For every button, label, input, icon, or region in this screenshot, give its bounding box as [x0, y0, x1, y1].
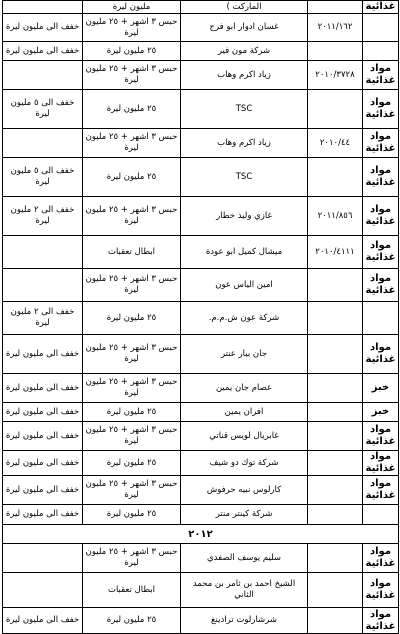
reduction-cell [3, 544, 83, 573]
table-row [3, 544, 399, 573]
reduction-cell: خفف الى مليون ليرة [3, 335, 83, 374]
case-number-cell: ٢٠١٠/٤١١١ [308, 236, 363, 269]
table-row [3, 374, 399, 403]
name-cell: افران يمين [181, 403, 308, 422]
name-cell: شركة مون فير [181, 42, 308, 61]
category-cell: غذائية [363, 1, 399, 14]
case-number-cell [308, 158, 363, 197]
name-cell: جان بيار عنتر [181, 335, 308, 374]
name-cell: شركة توك دو شيف [181, 451, 308, 476]
table-row [3, 608, 399, 634]
reduction-cell: خفف الى ٥ مليون ليرة [3, 90, 83, 129]
reduction-cell: خفف الى مليون ليرة [3, 42, 83, 61]
category-cell [363, 14, 399, 42]
category-cell: مواد غذائية [363, 61, 399, 90]
table-row [3, 335, 399, 374]
table-row [3, 14, 399, 42]
table-row [3, 1, 399, 14]
case-number-cell [308, 90, 363, 129]
case-number-cell [308, 451, 363, 476]
sentence-cell: ٢٥ مليون ليرة [83, 608, 181, 634]
year-separator [3, 525, 399, 544]
sentence-cell: ٢٥ مليون ليرة [83, 90, 181, 129]
reduction-cell: خفف الى مليون ليرة [3, 451, 83, 476]
sentence-cell: حبس ٣ اشهر + ٢٥ مليون ليرة [83, 544, 181, 573]
category-cell: خبز [363, 374, 399, 403]
name-cell: عصام جان يمين [181, 374, 308, 403]
year-row [3, 525, 399, 544]
category-cell [363, 302, 399, 335]
reduction-cell: خفف الى مليون ليرة [3, 14, 83, 42]
table-row [3, 573, 399, 608]
name-cell: سليم يوسف الصفدي [181, 544, 308, 573]
name-cell: الماركت ) [181, 1, 308, 14]
case-number-cell: ٢٠١٠/٤٤ [308, 129, 363, 158]
category-cell: مواد غذائية [363, 158, 399, 197]
category-cell: مواد غذائية [363, 608, 399, 634]
category-cell: خبز [363, 403, 399, 422]
case-number-cell [308, 1, 363, 14]
table-row [3, 302, 399, 335]
category-cell: مواد غذائية [363, 476, 399, 505]
case-number-cell [308, 476, 363, 505]
reduction-cell: خفف الى مليون ليرة [3, 608, 83, 634]
reduction-cell: خفف الى ٢ مليون ليرة [3, 302, 83, 335]
table-row [3, 90, 399, 129]
category-cell: مواد غذائية [363, 544, 399, 573]
reduction-cell: خفف الى ٥ مليون ليرة [3, 158, 83, 197]
name-cell: TSC [181, 158, 308, 197]
category-cell: مواد غذائية [363, 335, 399, 374]
sentence-cell: حبس ٣ اشهر + ٢٥ مليون ليرة [83, 61, 181, 90]
case-number-cell: ٢٠١٠/٣٧٢٨ [308, 61, 363, 90]
case-number-cell [308, 269, 363, 302]
case-number-cell [308, 608, 363, 634]
table-row [3, 476, 399, 505]
sentence-cell: حبس ٣ اشهر + ٢٥ مليون ليرة [83, 14, 181, 42]
reduction-cell [3, 236, 83, 269]
case-number-cell [308, 302, 363, 335]
category-cell: مواد غذائية [363, 90, 399, 129]
reduction-cell [3, 269, 83, 302]
reduction-cell: خفف الى مليون ليرة [3, 505, 83, 525]
sentence-cell: ٢٥ مليون ليرة [83, 158, 181, 197]
table-row [3, 61, 399, 90]
case-number-cell [308, 422, 363, 451]
case-number-cell [308, 403, 363, 422]
reduction-cell: خفف الى ٢ مليون ليرة [3, 197, 83, 236]
case-number-cell [308, 374, 363, 403]
sentence-cell: ٢٥ مليون ليرة [83, 403, 181, 422]
category-cell: مواد غذائية [363, 197, 399, 236]
name-cell: شرشارلوت ترادينغ [181, 608, 308, 634]
records-body-2011 [3, 1, 399, 525]
table-row [3, 42, 399, 61]
sentence-cell: حبس ٣ اشهر + ٢٥ مليون ليرة [83, 422, 181, 451]
case-number-cell [308, 42, 363, 61]
sentence-cell: مليون ليرة [83, 1, 181, 14]
case-number-cell [308, 544, 363, 573]
table-row [3, 236, 399, 269]
table-row [3, 129, 399, 158]
name-cell: غسان ادوار ابو فرج [181, 14, 308, 42]
name-cell: غازي وليد خطار [181, 197, 308, 236]
reduction-cell [3, 1, 83, 14]
table-row [3, 197, 399, 236]
name-cell: شركة كينتر منتر [181, 505, 308, 525]
category-cell [363, 505, 399, 525]
sentence-cell: حبس ٣ اشهر + ٢٥ مليون ليرة [83, 197, 181, 236]
sentence-cell: ٢٥ مليون ليرة [83, 42, 181, 61]
records-table [2, 0, 399, 634]
records-body-2012 [3, 544, 399, 634]
reduction-cell: خفف الى مليون ليرة [3, 422, 83, 451]
table-row [3, 422, 399, 451]
name-cell: زياد اكرم وهاب [181, 61, 308, 90]
case-number-cell [308, 335, 363, 374]
sentence-cell: ابطال تعقبات [83, 236, 181, 269]
table-row [3, 451, 399, 476]
name-cell: TSC [181, 90, 308, 129]
name-cell: زياد اكرم وهاب [181, 129, 308, 158]
name-cell: شركة عون ش.م.م. [181, 302, 308, 335]
table-row [3, 403, 399, 422]
reduction-cell [3, 129, 83, 158]
year-label: ٢٠١٢ [3, 525, 399, 544]
reduction-cell: خفف الى مليون ليرة [3, 476, 83, 505]
reduction-cell [3, 61, 83, 90]
case-number-cell [308, 505, 363, 525]
sentence-cell: حبس ٣ اشهر + ٢٥ مليون ليرة [83, 335, 181, 374]
reduction-cell: خفف الى مليون ليرة [3, 403, 83, 422]
reduction-cell: خفف الى مليون ليرة [3, 374, 83, 403]
category-cell: مواد غذائية [363, 129, 399, 158]
name-cell: غابريال لويس قناتي [181, 422, 308, 451]
category-cell: مواد غذائية [363, 422, 399, 451]
sentence-cell: ٢٥ مليون ليرة [83, 451, 181, 476]
case-number-cell: ٢٠١١/٨٥٦ [308, 197, 363, 236]
category-cell: مواد غذائية [363, 573, 399, 608]
reduction-cell [3, 573, 83, 608]
category-cell: مواد غذائية [363, 451, 399, 476]
sentence-cell: حبس ٣ اشهر + ٢٥ مليون ليرة [83, 129, 181, 158]
category-cell: مواد غذائية [363, 269, 399, 302]
sentence-cell: ٢٥ مليون ليرة [83, 302, 181, 335]
case-number-cell [308, 573, 363, 608]
case-number-cell: ٢٠١١/١٦٢ [308, 14, 363, 42]
name-cell: امين الياس عون [181, 269, 308, 302]
table-row [3, 269, 399, 302]
table-row [3, 158, 399, 197]
category-cell: مواد غذائية [363, 236, 399, 269]
name-cell: كارلوس نبيه حرفوش [181, 476, 308, 505]
sentence-cell: حبس ٣ اشهر + ٢٥ مليون ليرة [83, 269, 181, 302]
sentence-cell: ٢٥ مليون ليرة [83, 505, 181, 525]
category-cell [363, 42, 399, 61]
table-row [3, 505, 399, 525]
name-cell: ميشال كميل ابو عودة [181, 236, 308, 269]
sentence-cell: حبس ٣ اشهر + ٢٥ مليون ليرة [83, 476, 181, 505]
sentence-cell: ابطال تعقبات [83, 573, 181, 608]
name-cell: الشيخ احمد بن ثامر بن محمد الثاني [181, 573, 308, 608]
sentence-cell: حبس ٣ اشهر + ٢٥ مليون ليرة [83, 374, 181, 403]
